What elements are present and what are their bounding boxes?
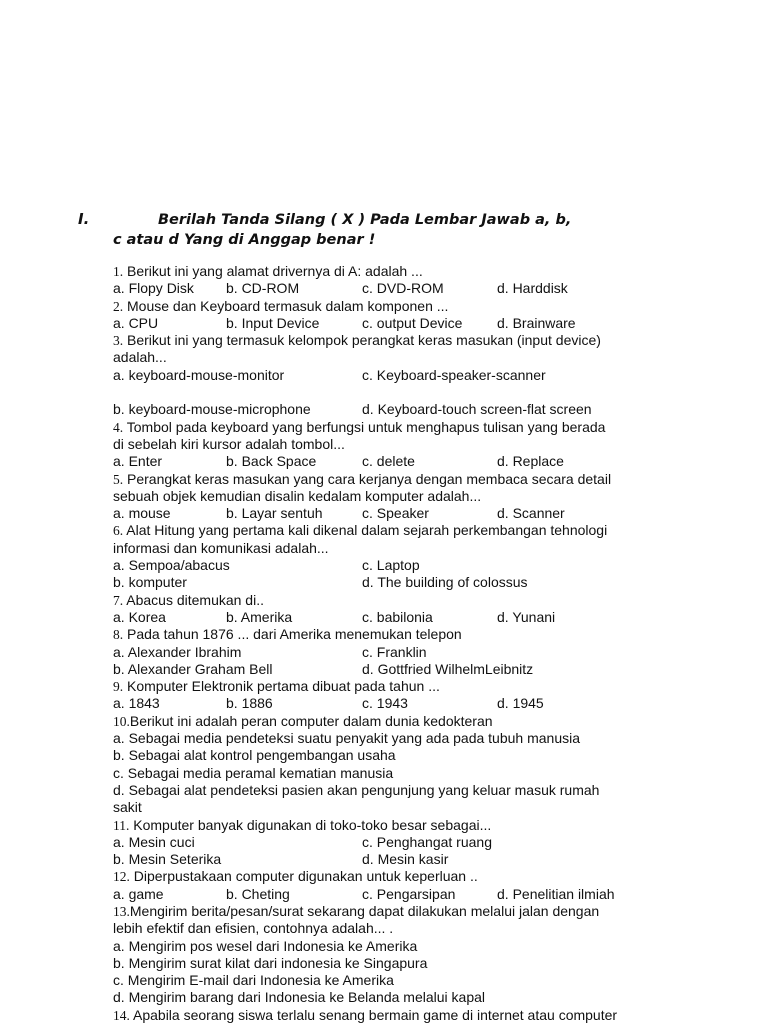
answer-option: c. Mengirim E-mail dari Indonesia ke Amerika: [113, 972, 394, 989]
question-number: 12.: [113, 869, 130, 885]
answer-option: d. Scanner: [497, 505, 565, 522]
option-row: [113, 765, 673, 782]
question-stem-continued: [113, 488, 673, 505]
answer-option: c. Franklin: [362, 643, 427, 660]
question-number: 13.: [113, 903, 130, 919]
option-row: [113, 644, 673, 661]
answer-option: c. output Device: [362, 314, 463, 331]
answer-option: b. 1886: [226, 695, 273, 712]
question-number: 4.: [113, 419, 124, 435]
option-row: [113, 834, 673, 851]
answer-option: b. Mengirim surat kilat dari indonesia ke Singapura: [113, 954, 428, 971]
question-number: 5.: [113, 471, 124, 487]
question-stem: [113, 1007, 673, 1024]
option-row: [113, 280, 673, 297]
question-text: Berikut ini adalah peran computer dalam dunia kedokteran: [129, 712, 493, 729]
instruction-line-1: Berilah Tanda Silang ( X ) Pada Lembar Jawab a, b,: [158, 212, 572, 228]
option-row: [113, 401, 673, 418]
answer-option: d. Mesin kasir: [362, 851, 449, 868]
answer-option: b. Layar sentuh: [226, 505, 323, 522]
section-instruction: [113, 210, 633, 250]
question-number: 3.: [113, 333, 124, 349]
question-text: adalah...: [113, 349, 167, 366]
question-text: Diperpustakaan computer digunakan untuk keperluan ..: [129, 868, 478, 885]
answer-option: b. Alexander Graham Bell: [113, 660, 273, 677]
question-list: [113, 263, 673, 1024]
question-text: Mengirim berita/pesan/surat sekarang dapat dilakukan melalui jalan dengan: [129, 902, 600, 919]
answer-option: c. Pengarsipan: [362, 885, 456, 902]
question-text: Perangkat keras masukan yang cara kerjanya dengan membaca secara detail: [123, 470, 612, 487]
answer-option: d. Mengirim barang dari Indonesia ke Belanda melalui kapal: [113, 989, 485, 1006]
question-number: 2.: [113, 298, 124, 314]
question-stem-continued: [113, 349, 673, 366]
question-text: Tombol pada keyboard yang berfungsi untuk menghapus tulisan yang berada: [123, 418, 606, 435]
answer-option: a. Mesin cuci: [113, 833, 195, 850]
question-stem: [113, 903, 673, 920]
answer-option: c. DVD-ROM: [362, 280, 444, 297]
question-text: informasi dan komunikasi adalah...: [113, 539, 329, 556]
question-text: Apabila seorang siswa terlalu senang bermain game di internet atau computer: [129, 1006, 618, 1023]
section-number: I.: [78, 210, 90, 228]
answer-option: c. Sebagai media peramal kematian manusia: [113, 764, 394, 781]
answer-option: b. komputer: [113, 574, 187, 591]
option-row: [113, 505, 673, 522]
question-text: Alat Hitung yang pertama kali dikenal dalam sejarah perkembangan tehnologi: [123, 522, 608, 539]
answer-option: d. Keyboard-touch screen-flat screen: [362, 401, 592, 418]
question-text: Pada tahun 1876 ... dari Amerika menemukan telepon: [123, 626, 462, 643]
option-row: [113, 730, 673, 747]
answer-option: d. Harddisk: [497, 280, 568, 297]
question-stem: [113, 471, 673, 488]
option-row: [113, 782, 673, 799]
answer-option: b. CD-ROM: [226, 280, 300, 297]
spacer: [113, 384, 673, 401]
question-stem-continued: [113, 920, 673, 937]
option-row: [113, 609, 673, 626]
answer-option: sakit: [113, 799, 142, 816]
question-number: 9.: [113, 679, 124, 695]
question-stem: [113, 419, 673, 436]
answer-option: d. Gottfried WilhelmLeibnitz: [362, 660, 534, 677]
option-row: [113, 367, 673, 384]
question-number: 14.: [113, 1007, 130, 1023]
option-row: [113, 661, 673, 678]
option-row: [113, 851, 673, 868]
answer-option: c. babilonia: [362, 608, 433, 625]
option-row: [113, 972, 673, 989]
answer-option: d. Yunani: [497, 608, 556, 625]
answer-option: c. Keyboard-speaker-scanner: [362, 366, 546, 383]
option-row: [113, 574, 673, 591]
question-stem: [113, 263, 673, 280]
option-row: [113, 747, 673, 764]
question-number: 11.: [113, 817, 130, 833]
answer-option: a. Sempoa/abacus: [113, 557, 230, 574]
answer-option: d. Replace: [497, 453, 564, 470]
question-text: Komputer banyak digunakan di toko-toko besar sebagai...: [129, 816, 492, 833]
answer-option: b. Sebagai alat kontrol pengembangan usaha: [113, 747, 396, 764]
answer-option: b. Mesin Seterika: [113, 851, 222, 868]
answer-option: c. delete: [362, 453, 415, 470]
answer-option: b. Input Device: [226, 314, 320, 331]
instruction-line-2: c atau d Yang di Anggap benar !: [113, 232, 376, 248]
answer-option: a. Enter: [113, 453, 163, 470]
answer-option: a. Korea: [113, 608, 166, 625]
answer-option: b. Back Space: [226, 453, 317, 470]
answer-option: d. 1945: [497, 695, 544, 712]
answer-option: a. CPU: [113, 314, 159, 331]
answer-option: b. keyboard-mouse-microphone: [113, 401, 311, 418]
answer-option: a. mouse: [113, 505, 171, 522]
answer-option: a. Alexander Ibrahim: [113, 643, 242, 660]
question-stem-continued: [113, 540, 673, 557]
question-text: di sebelah kiri kursor adalah tombol...: [113, 435, 345, 452]
question-stem-continued: [113, 436, 673, 453]
question-stem: [113, 868, 673, 885]
question-stem: [113, 592, 673, 609]
question-text: lebih efektif dan efisien, contohnya adalah... .: [113, 920, 394, 937]
answer-option: c. Speaker: [362, 505, 429, 522]
answer-option: a. game: [113, 885, 164, 902]
question-stem: [113, 817, 673, 834]
question-stem: [113, 678, 673, 695]
question-stem: [113, 298, 673, 315]
option-row: [113, 938, 673, 955]
question-text: Berikut ini yang termasuk kelompok perangkat keras masukan (input device): [123, 332, 601, 349]
answer-option: d. Sebagai alat pendeteksi pasien akan pengunjung yang keluar masuk rumah: [113, 781, 600, 798]
option-row: [113, 799, 673, 816]
question-stem: [113, 522, 673, 539]
option-row: [113, 695, 673, 712]
question-text: Mouse dan Keyboard termasuk dalam komponen ...: [123, 297, 449, 314]
answer-option: c. 1943: [362, 695, 408, 712]
option-row: [113, 955, 673, 972]
option-row: [113, 557, 673, 574]
question-stem: [113, 713, 673, 730]
option-row: [113, 453, 673, 470]
question-number: 7.: [113, 592, 124, 608]
question-text: Abacus ditemukan di..: [123, 591, 264, 608]
answer-option: d. The building of colossus: [362, 574, 528, 591]
answer-option: b. Cheting: [226, 885, 290, 902]
option-row: [113, 315, 673, 332]
question-number: 8.: [113, 627, 124, 643]
answer-option: b. Amerika: [226, 608, 293, 625]
question-text: Berikut ini yang alamat drivernya di A: adalah ...: [123, 263, 423, 279]
answer-option: c. Penghangat ruang: [362, 833, 492, 850]
answer-option: d. Brainware: [497, 314, 576, 331]
answer-option: a. Flopy Disk: [113, 280, 194, 297]
answer-option: a. Mengirim pos wesel dari Indonesia ke Amerika: [113, 937, 418, 954]
question-number: 10.: [113, 713, 130, 729]
answer-option: a. Sebagai media pendeteksi suatu penyakit yang ada pada tubuh manusia: [113, 730, 581, 747]
question-text: sebuah objek kemudian disalin kedalam komputer adalah...: [113, 487, 482, 504]
answer-option: c. Laptop: [362, 557, 420, 574]
question-stem: [113, 332, 673, 349]
question-number: 6.: [113, 523, 124, 539]
question-stem: [113, 626, 673, 643]
question-text: Komputer Elektronik pertama dibuat pada tahun ...: [123, 678, 440, 695]
question-number: 1.: [113, 264, 124, 279]
answer-option: d. Penelitian ilmiah: [497, 885, 615, 902]
option-row: [113, 886, 673, 903]
answer-option: a. 1843: [113, 695, 160, 712]
answer-option: a. keyboard-mouse-monitor: [113, 366, 285, 383]
option-row: [113, 989, 673, 1006]
